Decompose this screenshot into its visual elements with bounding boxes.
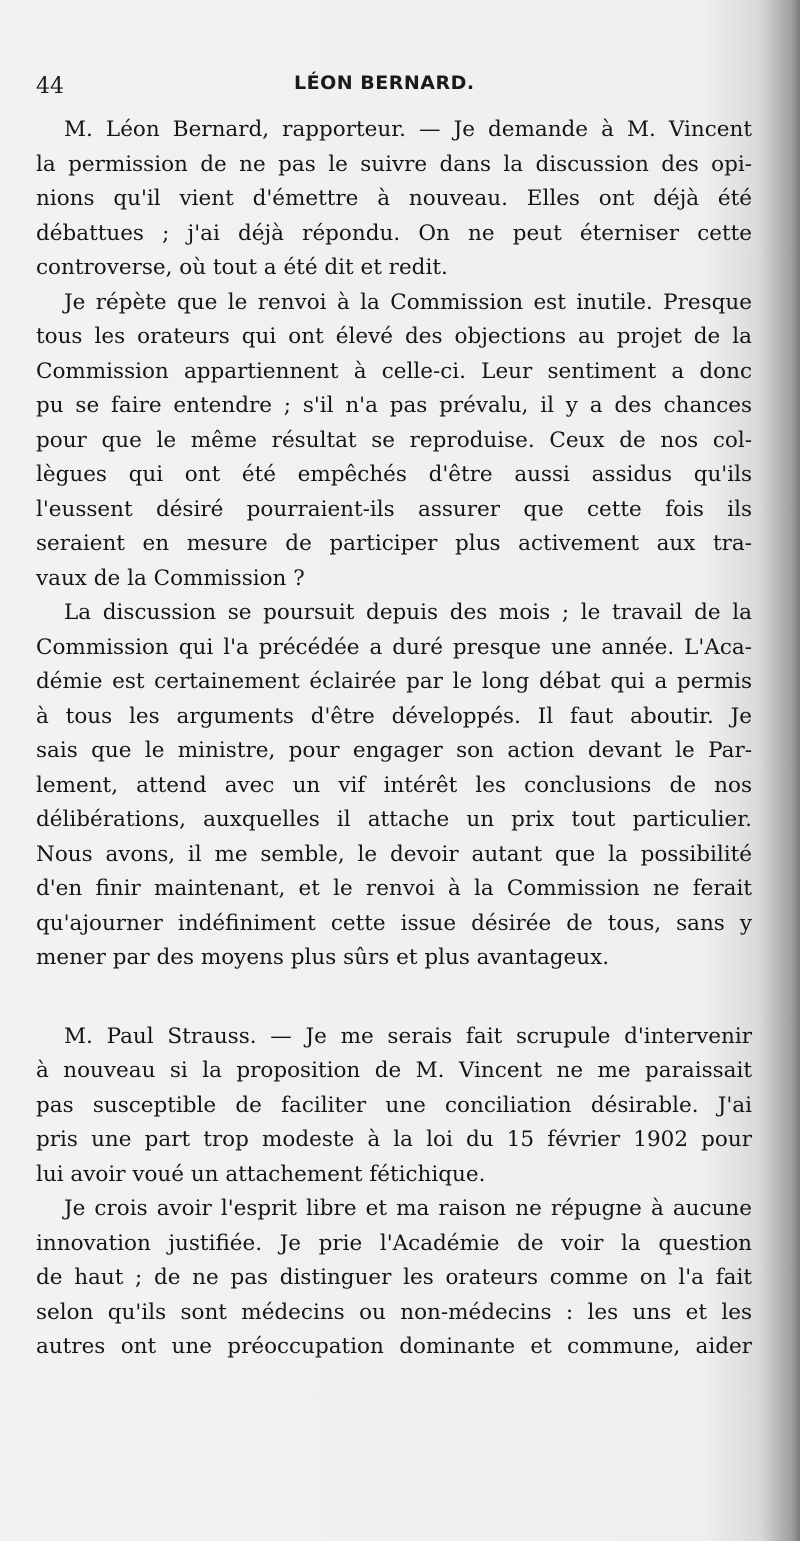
text-line: M. Paul Strauss. — Je me serais fait scrupule d'intervenir [64, 1023, 752, 1049]
text-line: Je répète que le renvoi à la Commission est inutile. Presque [64, 289, 752, 315]
paragraph-discussion [36, 596, 752, 976]
text-line: délibérations, auxquelles il attache un prix tout particulier. [36, 807, 752, 832]
text-line: mener par des moyens plus sûrs et plus avantageux. [36, 945, 610, 970]
text-line: à tous les arguments d'être développés. Il faut aboutir. Je [36, 703, 752, 729]
text-line: Commission appartiennent à celle-ci. Leur sentiment a donc [36, 358, 752, 384]
text-line: innovation justifiée. Je prie l'Académie de voir la question [36, 1230, 752, 1256]
running-head [36, 68, 756, 100]
text-line: pu se faire entendre ; s'il n'a pas prévalu, il y a des chances [36, 393, 752, 418]
text-line: tous les orateurs qui ont élevé des objections au projet de la [36, 324, 752, 349]
text-line: nions qu'il vient d'émettre à nouveau. Elles ont déjà été [36, 186, 752, 211]
text-line: Nous avons, il me semble, le devoir autant que la possibilité [36, 841, 752, 867]
text-line: qu'ajourner indéfiniment cette issue désirée de tous, sans y [36, 910, 752, 936]
text-line: démie est certainement éclairée par le long débat qui a permis [36, 669, 752, 694]
page-number: 44 [36, 74, 64, 99]
section-gap [36, 976, 752, 1020]
text-line: débattues ; j'ai déjà répondu. On ne peut éterniser cette [36, 220, 752, 246]
text-line: l'eussent désiré pourraient-ils assurer que cette fois ils [36, 496, 752, 522]
paragraph-strauss [36, 1020, 752, 1193]
text-line: la permission de ne pas le suivre dans la discussion des opi- [36, 151, 752, 177]
text-line: Commission qui l'a précédée a duré presque une année. L'Aca- [36, 634, 752, 660]
text-line: seraient en mesure de participer plus activement aux tra- [36, 531, 752, 556]
text-line: lui avoir voué un attachement fétichique. [36, 1161, 486, 1187]
text-line: d'en finir maintenant, et le renvoi à la Commission ne ferait [36, 876, 752, 901]
text-line: à nouveau si la proposition de M. Vincent ne me paraissait [36, 1058, 752, 1083]
text-line: controverse, où tout a été dit et redit. [36, 255, 448, 280]
text-line: lègues qui ont été empêchés d'être aussi assidus qu'ils [36, 462, 752, 487]
text-line: selon qu'ils sont médecins ou non-médecins : les uns et les [36, 1299, 752, 1325]
running-title: LÉON BERNARD. [294, 72, 475, 94]
text-line: pris une part trop modeste à la loi du 15 février 1902 pour [36, 1127, 752, 1152]
text-line: pas susceptible de faciliter une conciliation désirable. J'ai [36, 1092, 752, 1118]
text-line: Je crois avoir l'esprit libre et ma raison ne répugne à aucune [64, 1196, 752, 1221]
text-line: sais que le ministre, pour engager son action devant le Par- [36, 738, 752, 763]
paragraph-renvoi-inutile [36, 286, 752, 597]
text-line: lement, attend avec un vif intérêt les conclusions de nos [36, 772, 752, 798]
text-line: autres ont une préoccupation dominante et commune, aider [36, 1334, 752, 1359]
body-text [36, 113, 752, 1365]
text-line: pour que le même résultat se reproduise. Ceux de nos col- [36, 427, 752, 453]
text-line: M. Léon Bernard, rapporteur. — Je demande à M. Vincent [64, 117, 752, 142]
paragraph-esprit-libre [36, 1192, 752, 1365]
text-line: La discussion se poursuit depuis des mois ; le travail de la [64, 600, 752, 625]
text-line: vaux de la Commission ? [36, 565, 305, 591]
text-line: de haut ; de ne pas distinguer les orateurs comme on l'a fait [36, 1265, 752, 1290]
paragraph-bernard-reply [36, 113, 752, 286]
